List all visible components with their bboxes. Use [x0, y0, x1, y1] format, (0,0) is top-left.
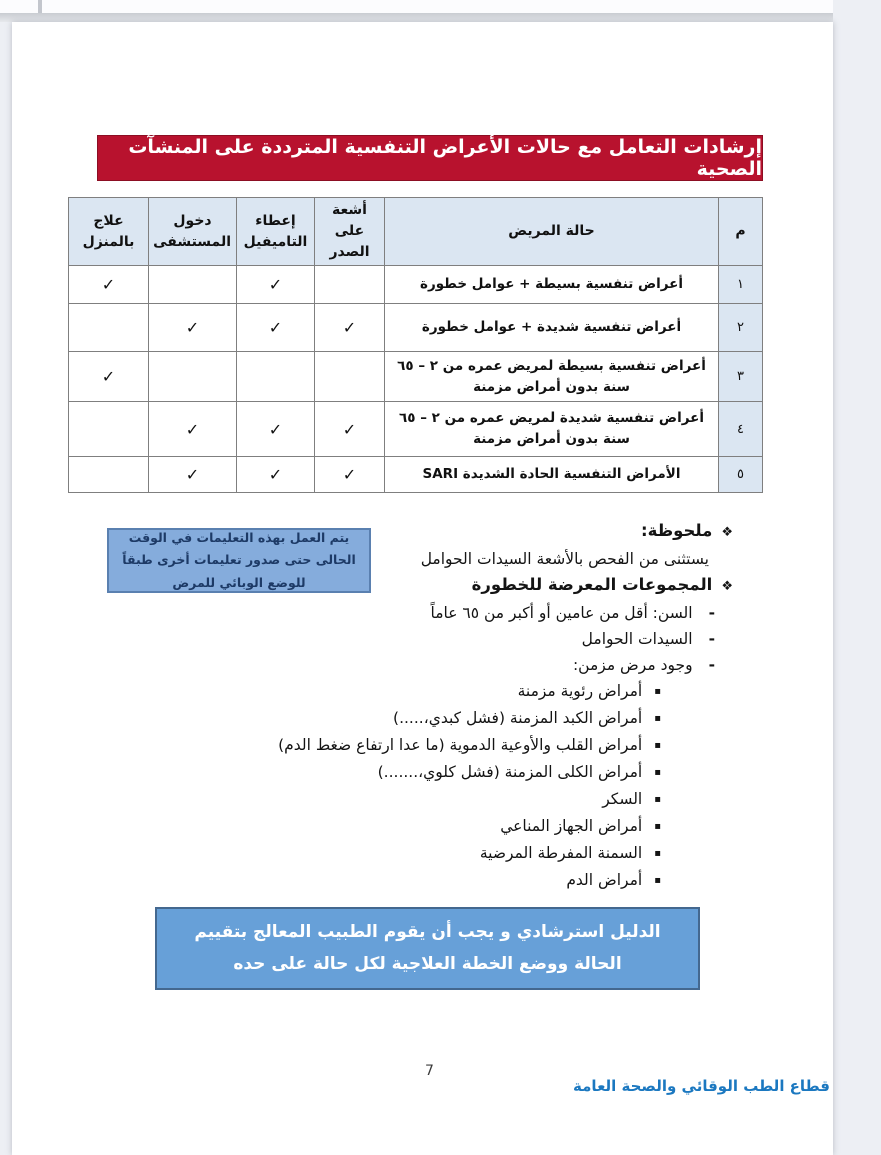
- table-row: [69, 266, 763, 304]
- note-text: أمراض القلب والأوعية الدموية (ما عدا ارتفاع ضغط الدم): [278, 736, 643, 754]
- triage-table: [68, 197, 763, 493]
- xray-check: ✓: [315, 304, 385, 352]
- condition-cell: أعراض تنفسية بسيطة + عوامل خطورة: [385, 266, 719, 304]
- note-text: المجموعات المعرضة للخطورة: [471, 575, 713, 594]
- tamiflu-check: ✓: [237, 457, 315, 493]
- row-number: ٥: [719, 457, 763, 493]
- hospital-check: ✓: [149, 457, 237, 493]
- square-bullet-icon: ▪: [654, 794, 661, 805]
- note-line: [103, 813, 733, 840]
- tamiflu-check: ✓: [237, 304, 315, 352]
- note-line: [103, 759, 733, 786]
- col-header-number: م: [719, 198, 763, 266]
- title-banner: إرشادات التعامل مع حالات الأعراض التنفسية المترددة على المنشآت الصحية: [97, 135, 763, 181]
- note-line: [103, 867, 733, 894]
- note-line: [103, 786, 733, 813]
- note-text: أمراض الجهاز المناعي: [500, 817, 643, 835]
- square-bullet-icon: ▪: [654, 767, 661, 778]
- condition-cell: الأمراض التنفسية الحادة الشديدة SARI: [385, 457, 719, 493]
- xray-check: [315, 352, 385, 402]
- note-text: أمراض الكبد المزمنة (فشل كبدي،.....): [393, 709, 643, 727]
- home-check: [69, 402, 149, 457]
- col-header-chest-xray: أشعة على الصدر: [315, 198, 385, 266]
- footer-sector-name: قطاع الطب الوقائي والصحة العامة: [573, 1077, 830, 1095]
- note-heading: [103, 572, 733, 600]
- hospital-check: ✓: [149, 402, 237, 457]
- xray-check: ✓: [315, 402, 385, 457]
- condition-cell: أعراض تنفسية شديدة لمريض عمره من ٢ – ٦٥ سنة بدون أمراض مزمنة: [385, 402, 719, 457]
- page-separator-shadow: [0, 13, 833, 22]
- hospital-check: ✓: [149, 304, 237, 352]
- row-number: ٢: [719, 304, 763, 352]
- home-check: [69, 304, 149, 352]
- note-text: وجود مرض مزمن:: [572, 656, 693, 674]
- notes-section: [103, 518, 733, 894]
- note-text: أمراض رئوية مزمنة: [517, 682, 643, 700]
- col-header-patient-condition: حالة المريض: [385, 198, 719, 266]
- square-bullet-icon: ▪: [654, 821, 661, 832]
- table-row: [69, 457, 763, 493]
- note-text: السيدات الحوامل: [581, 630, 693, 648]
- square-bullet-icon: ▪: [654, 875, 661, 886]
- dash-bullet-icon: -: [708, 604, 715, 622]
- note-line: [103, 678, 733, 705]
- note-text: يستثنى من الفحص بالأشعة السيدات الحوامل: [420, 550, 709, 568]
- row-number: ١: [719, 266, 763, 304]
- col-header-home-treatment: علاج بالمنزل: [69, 198, 149, 266]
- row-number: ٣: [719, 352, 763, 402]
- condition-cell: أعراض تنفسية شديدة + عوامل خطورة: [385, 304, 719, 352]
- table-row: [69, 402, 763, 457]
- page-number: 7: [425, 1063, 434, 1079]
- note-text: أمراض الدم: [566, 871, 643, 889]
- note-text: السن: أقل من عامين أو أكبر من ٦٥ عاماً: [430, 604, 693, 622]
- table-header-row: [69, 198, 763, 266]
- hospital-check: [149, 266, 237, 304]
- row-number: ٤: [719, 402, 763, 457]
- xray-check: [315, 266, 385, 304]
- validity-note-box: يتم العمل بهذه التعليمات في الوقت الحالى حتى صدور تعليمات أخرى طبقاً للوضع الوبائي للمرض: [107, 528, 371, 593]
- note-line: [103, 626, 733, 652]
- dash-bullet-icon: -: [708, 656, 715, 674]
- dash-bullet-icon: -: [708, 630, 715, 648]
- home-check: ✓: [69, 266, 149, 304]
- note-text: السمنة المفرطة المرضية: [479, 844, 643, 862]
- condition-cell: أعراض تنفسية بسيطة لمريض عمره من ٢ – ٦٥ سنة بدون أمراض مزمنة: [385, 352, 719, 402]
- page-edge-strip: [0, 0, 833, 13]
- home-check: [69, 457, 149, 493]
- note-text: ملحوظة:: [641, 521, 713, 540]
- note-line: [103, 600, 733, 626]
- note-heading: [103, 518, 733, 546]
- page-edge-mark: [38, 0, 42, 13]
- note-line: [103, 546, 733, 572]
- tamiflu-check: [237, 352, 315, 402]
- xray-check: ✓: [315, 457, 385, 493]
- hospital-check: [149, 352, 237, 402]
- diamond-bullet-icon: ❖: [721, 579, 733, 594]
- note-line: [103, 705, 733, 732]
- col-header-tamiflu: إعطاء التاميفيل: [237, 198, 315, 266]
- square-bullet-icon: ▪: [654, 686, 661, 697]
- square-bullet-icon: ▪: [654, 848, 661, 859]
- home-check: ✓: [69, 352, 149, 402]
- note-text: أمراض الكلى المزمنة (فشل كلوي،.......): [377, 763, 643, 781]
- guideline-note-box: الدليل استرشادي و يجب أن يقوم الطبيب المعالج بتقييم الحالة ووضع الخطة العلاجية لكل حالة على حده: [155, 907, 700, 990]
- tamiflu-check: ✓: [237, 266, 315, 304]
- diamond-bullet-icon: ❖: [721, 525, 733, 540]
- table-row: [69, 352, 763, 402]
- col-header-hospital-admission: دخول المستشفى: [149, 198, 237, 266]
- tamiflu-check: ✓: [237, 402, 315, 457]
- square-bullet-icon: ▪: [654, 740, 661, 751]
- table-row: [69, 304, 763, 352]
- note-line: [103, 732, 733, 759]
- note-text: السكر: [602, 790, 643, 808]
- note-line: [103, 652, 733, 678]
- square-bullet-icon: ▪: [654, 713, 661, 724]
- note-line: [103, 840, 733, 867]
